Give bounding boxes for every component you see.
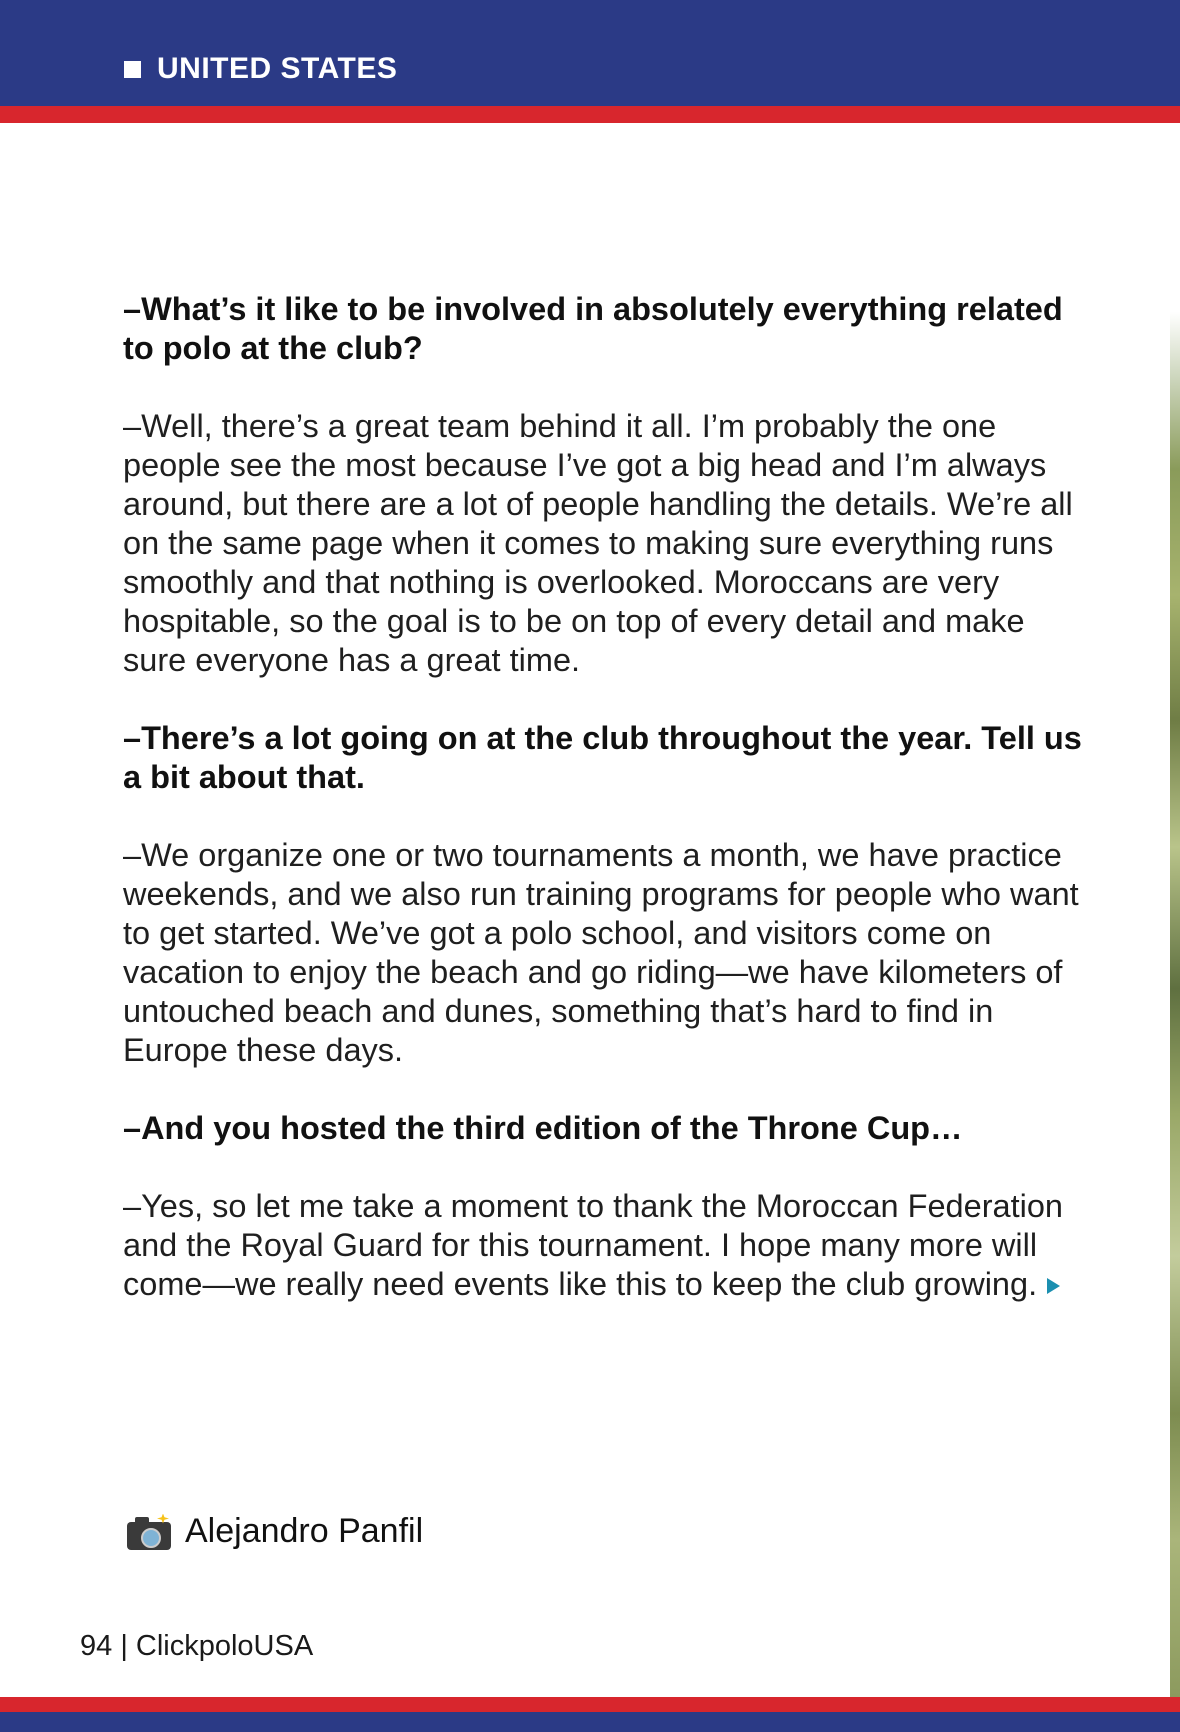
question-1: –What’s it like to be involved in absolutely everything related to polo at the club? xyxy=(123,291,1063,366)
interview-body xyxy=(123,290,1083,1343)
header-red-stripe xyxy=(0,106,1180,123)
footer-bar xyxy=(0,1712,1180,1732)
camera-flash-icon xyxy=(127,1514,171,1550)
answer-3 xyxy=(123,1187,1083,1304)
section-label xyxy=(124,52,397,86)
square-bullet-icon xyxy=(124,61,141,78)
answer-3-text: –Yes, so let me take a moment to thank the Moroccan Federation and the Royal Guard for this tournament. I hope many more will come—we really need events like this to keep the club growing. xyxy=(123,1188,1064,1302)
page-number-footer: 94 | ClickpoloUSA xyxy=(80,1630,314,1662)
answer-1: –Well, there’s a great team behind it all. I’m probably the one people see the most because I’ve got a big head and I’m always around, but there are a lot of people handling the details. We’re all on the same page when it comes to making sure everything runs smoothly and that nothing is overlooked. Moroccans are very hospitable, so the goal is to be on top of every detail and make sure everyone has a great time. xyxy=(123,408,1073,678)
footer-red-stripe xyxy=(0,1697,1180,1712)
section-label-text: UNITED STATES xyxy=(157,52,398,85)
question-3: –And you hosted the third edition of the Throne Cup… xyxy=(123,1110,963,1146)
end-of-article-triangle-icon xyxy=(1047,1278,1060,1294)
photo-credit xyxy=(127,1512,423,1551)
answer-2: –We organize one or two tournaments a month, we have practice weekends, and we also run training programs for people who want to get started. We’ve got a polo school, and visitors come on vacation to enjoy the beach and go riding—we have kilometers of untouched beach and dunes, something that’s hard to find in Europe these days. xyxy=(123,837,1079,1068)
photographer-name: Alejandro Panfil xyxy=(185,1512,424,1550)
adjacent-page-photo-edge xyxy=(1170,123,1180,1697)
question-2: –There’s a lot going on at the club throughout the year. Tell us a bit about that. xyxy=(123,720,1082,795)
